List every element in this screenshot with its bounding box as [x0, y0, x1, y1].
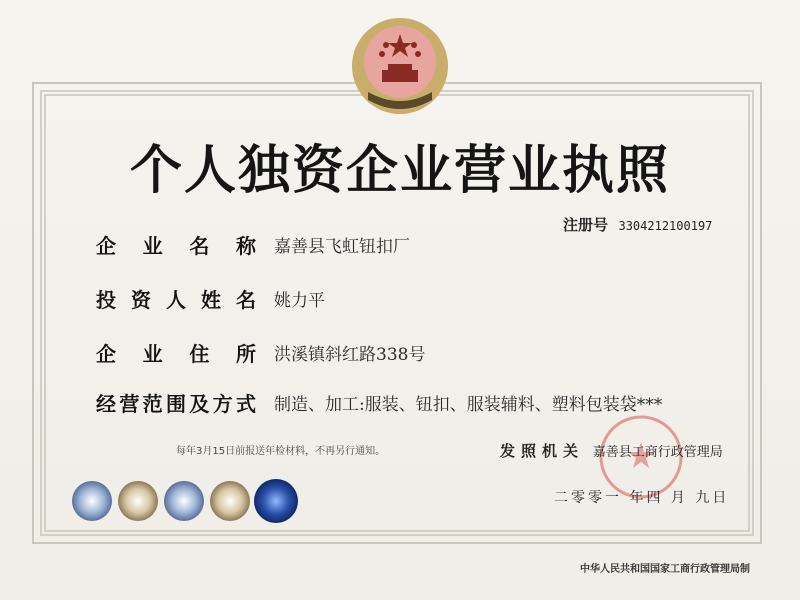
label-char: 住: [189, 342, 210, 366]
label-char: 及: [189, 392, 210, 416]
field-label-text: [96, 338, 256, 367]
national-emblem-icon: [348, 14, 452, 118]
hologram-stickers-icon: [70, 476, 310, 526]
issue-date: 二零零一 年四 月 九日: [554, 490, 730, 506]
label-char: 营: [119, 392, 140, 416]
field-value: 嘉善县飞虹钮扣厂: [274, 237, 410, 257]
field-value: 姚力平: [274, 291, 325, 311]
label-char: 范: [142, 392, 163, 416]
label-char: 称: [235, 234, 256, 258]
field-label: [96, 284, 256, 313]
label-char: 投: [96, 288, 116, 312]
label-char: 姓: [201, 288, 221, 312]
field-value: 制造、加工:服装、钮扣、服装辅料、塑料包装袋***: [274, 395, 663, 415]
label-char: 方: [212, 392, 233, 416]
registration-value: 3304212100197: [618, 219, 713, 233]
label-char: 企: [96, 342, 116, 366]
registration-label: 注册号: [563, 216, 609, 234]
field-label-text: [96, 388, 256, 417]
field-label: [96, 388, 256, 417]
label-char: 围: [165, 392, 186, 416]
field-label-text: [96, 230, 256, 259]
label-char: 经: [96, 392, 116, 416]
field-label: [96, 338, 256, 367]
label-char: 业: [142, 234, 163, 258]
field-label-text: [96, 284, 256, 313]
label-char: 所: [235, 342, 256, 366]
issuing-authority: [500, 440, 723, 461]
label-char: 企: [96, 234, 116, 258]
label-char: 资: [131, 288, 151, 312]
footer-issuer-credit: 中华人民共和国国家工商行政管理局制: [580, 564, 750, 575]
field-label: [96, 230, 256, 259]
registration-number: [563, 214, 712, 235]
label-char: 名: [236, 288, 256, 312]
annual-inspection-note: 每年3月15日前报送年检材料，不再另行通知。: [176, 446, 386, 457]
label-char: 业: [142, 342, 163, 366]
field-value: 洪溪镇斜红路338号: [274, 345, 426, 365]
label-char: 人: [166, 288, 186, 312]
label-char: 式: [235, 392, 256, 416]
label-char: 名: [189, 234, 210, 258]
issuer-label: 发照机关: [500, 442, 585, 460]
issuer-org: 嘉善县工商行政管理局: [592, 445, 723, 460]
document-title: 个人独资企业营业执照: [129, 140, 670, 201]
